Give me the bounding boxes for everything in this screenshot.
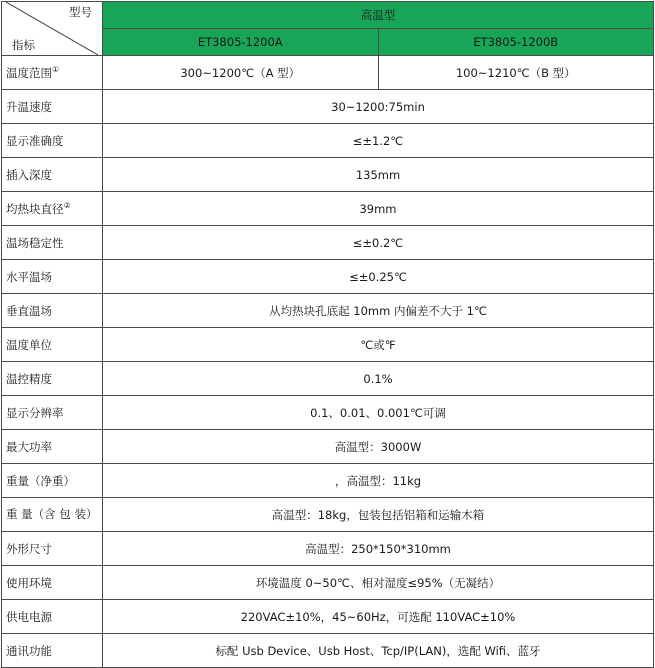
- row-value: ≤±0.25℃: [103, 260, 654, 294]
- table-row: [2, 226, 654, 260]
- row-label: [2, 498, 103, 532]
- row-label: [2, 294, 103, 328]
- row-label: [2, 566, 103, 600]
- model-header-b: ET3805-1200B: [378, 29, 654, 56]
- row-value: 环境温度 0~50℃、相对湿度≤95%（无凝结）: [103, 566, 654, 600]
- row-value: 0.1%: [103, 362, 654, 396]
- row-label-text: 外形尺寸: [6, 541, 52, 556]
- corner-label-model: 型号: [69, 5, 92, 19]
- table-row: [2, 396, 654, 430]
- table-row: [2, 294, 654, 328]
- row-label: [2, 90, 103, 124]
- row-label-text: 重量（净重）: [6, 473, 75, 488]
- row-value: ≤±0.2℃: [103, 226, 654, 260]
- table-corner-header: [2, 2, 103, 56]
- row-label-text: 均热块直径: [6, 201, 64, 216]
- row-label-text: 升温速度: [6, 99, 52, 114]
- row-value: 从均热块孔底起 10mm 内偏差不大于 1℃: [103, 294, 654, 328]
- table-row: [2, 124, 654, 158]
- table-row: [2, 600, 654, 634]
- row-value-b: 100~1210℃（B 型）: [378, 56, 654, 90]
- row-label: [2, 634, 103, 668]
- model-header-a: ET3805-1200A: [103, 29, 379, 56]
- table-row: [2, 260, 654, 294]
- row-value: 高温型：18kg，包装包括铝箱和运输木箱: [103, 498, 654, 532]
- row-value: 39mm: [103, 192, 654, 226]
- row-label-text: 使用环境: [6, 575, 52, 590]
- row-value: 高温型：250*150*310mm: [103, 532, 654, 566]
- table-row: [2, 430, 654, 464]
- table-header-row-group: [2, 2, 654, 29]
- table-row: [2, 192, 654, 226]
- row-value: ℃或℉: [103, 328, 654, 362]
- row-label-text: 重 量（含 包 装）: [6, 506, 98, 521]
- row-label: [2, 430, 103, 464]
- row-label-superscript: ②: [63, 200, 71, 210]
- row-label: [2, 328, 103, 362]
- group-header-high-temp: 高温型: [103, 2, 654, 29]
- corner-label-index: 指标: [12, 38, 35, 52]
- row-label-text: 通讯功能: [6, 643, 52, 658]
- row-label-text: 水平温场: [6, 269, 52, 284]
- table-row: [2, 532, 654, 566]
- row-label-text: 插入深度: [6, 167, 52, 182]
- row-label: [2, 192, 103, 226]
- row-label-text: 温度单位: [6, 337, 52, 352]
- row-label-text: 温控精度: [6, 371, 52, 386]
- row-label-text: 最大功率: [6, 439, 52, 454]
- corner-diagonal-wrapper: [6, 2, 98, 55]
- row-value: 高温型：3000W: [103, 430, 654, 464]
- table-row: [2, 158, 654, 192]
- table-row: [2, 90, 654, 124]
- table-row: [2, 362, 654, 396]
- row-label-text: 显示分辨率: [6, 405, 64, 420]
- row-label: [2, 464, 103, 498]
- row-value: 220VAC±10%，45~60Hz，可选配 110VAC±10%: [103, 600, 654, 634]
- row-label: [2, 124, 103, 158]
- row-label: [2, 226, 103, 260]
- table-row: [2, 634, 654, 668]
- row-label: [2, 362, 103, 396]
- row-label-text: 供电电源: [6, 609, 52, 624]
- table-row: [2, 56, 654, 90]
- row-label-text: 垂直温场: [6, 303, 52, 318]
- row-value: 30~1200:75min: [103, 90, 654, 124]
- row-label: [2, 532, 103, 566]
- row-label: [2, 56, 103, 90]
- row-value-a: 300~1200℃（A 型）: [103, 56, 379, 90]
- table-row: [2, 498, 654, 532]
- row-label-text: 温场稳定性: [6, 235, 64, 250]
- table-row: [2, 464, 654, 498]
- row-label: [2, 260, 103, 294]
- specification-table: [1, 1, 654, 668]
- row-value: ≤±1.2℃: [103, 124, 654, 158]
- table-row: [2, 328, 654, 362]
- row-value: 0.1、0.01、0.001℃可调: [103, 396, 654, 430]
- row-label-text: 显示准确度: [6, 133, 64, 148]
- table-row: [2, 566, 654, 600]
- row-label: [2, 396, 103, 430]
- row-label-superscript: ①: [52, 64, 60, 74]
- row-value: 标配 Usb Device、Usb Host、Tcp/IP(LAN)，选配 Wifi、蓝牙: [103, 634, 654, 668]
- row-value: ，高温型：11kg: [103, 464, 654, 498]
- row-label-text: 温度范围: [6, 65, 52, 80]
- row-label: [2, 158, 103, 192]
- row-value: 135mm: [103, 158, 654, 192]
- row-label: [2, 600, 103, 634]
